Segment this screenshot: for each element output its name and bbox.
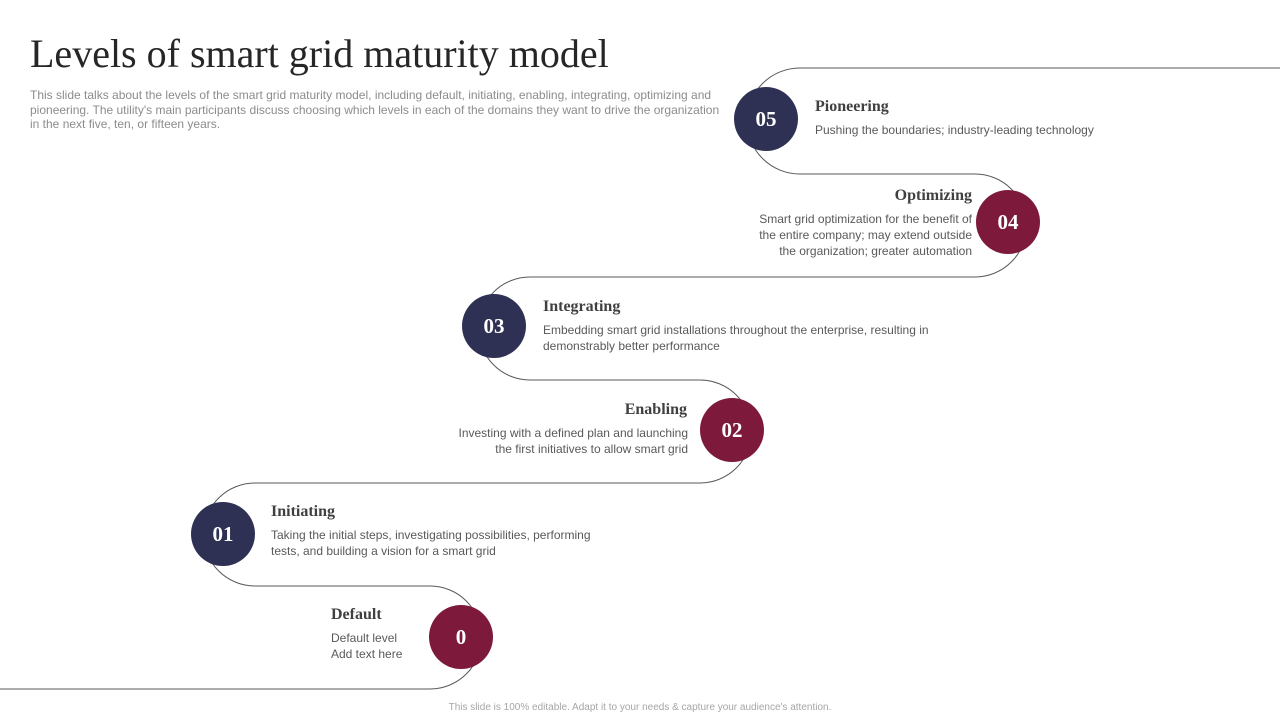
step-5-circle: 05 xyxy=(734,87,798,151)
step-4-text-line1: Smart grid optimization for the benefit of xyxy=(759,212,972,226)
step-1-text xyxy=(271,527,591,559)
step-2-text-line2: the first initiatives to allow smart grid xyxy=(495,442,688,456)
step-0-title: Default xyxy=(331,606,382,623)
step-5-text-line1: Pushing the boundaries; industry-leading technology xyxy=(815,123,1094,137)
step-1-title: Initiating xyxy=(271,503,336,520)
step-4-circle: 04 xyxy=(976,190,1040,254)
step-4-title: Optimizing xyxy=(894,187,972,204)
step-5-text xyxy=(815,122,1094,138)
step-2-circle: 02 xyxy=(700,398,764,462)
step-2-text-line1: Investing with a defined plan and launching xyxy=(458,426,688,440)
step-1-circle: 01 xyxy=(191,502,255,566)
step-0-circle: 0 xyxy=(429,605,493,669)
step-4-text xyxy=(759,211,972,259)
step-1-text-line1: Taking the initial steps, investigating possibilities, performing xyxy=(271,528,591,542)
step-0-text-line2: Add text here xyxy=(331,647,403,661)
step-4-text-line2: the entire company; may extend outside xyxy=(759,228,972,242)
step-0-text-line1: Default level xyxy=(331,631,398,645)
footer-note: This slide is 100% editable. Adapt it to your needs & capture your audience's attention. xyxy=(448,702,832,713)
step-3-circle: 03 xyxy=(462,294,526,358)
step-3-title: Integrating xyxy=(543,298,621,315)
step-2-title: Enabling xyxy=(624,401,687,418)
step-4-text-line3: the organization; greater automation xyxy=(779,244,972,258)
step-0-text xyxy=(331,630,402,662)
step-1-text-line2: tests, and building a vision for a smart grid xyxy=(271,544,496,558)
step-3-text-line2: demonstrably better performance xyxy=(543,339,720,353)
step-3-text xyxy=(543,322,929,354)
page-description: This slide talks about the levels of the smart grid maturity model, including default, initiating, enabling, integrating, optimizing and pioneering. The utility's main participants discuss choosing which levels in each of the domains they want to drive the organization in the next five, ten, or fifteen years. xyxy=(30,88,720,131)
step-3-text-line1: Embedding smart grid installations throughout the enterprise, resulting in xyxy=(543,323,929,337)
page-title: Levels of smart grid maturity model xyxy=(30,31,609,76)
step-5-title: Pioneering xyxy=(815,98,889,115)
step-2-text xyxy=(459,425,689,457)
